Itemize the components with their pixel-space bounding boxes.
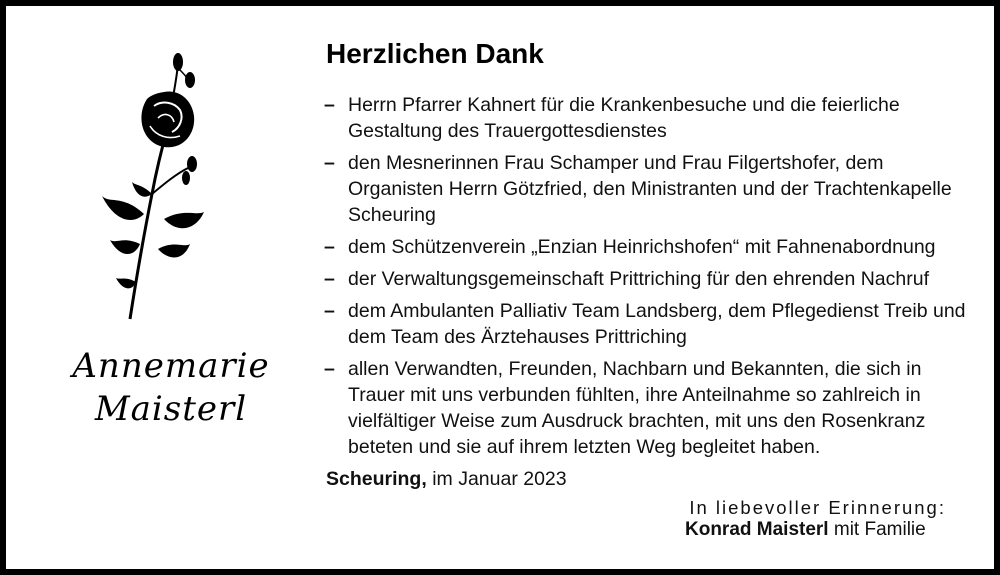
- place-date-line: [326, 468, 567, 491]
- page-title: Herzlichen Dank: [326, 38, 544, 69]
- list-item-text: den Mesnerinnen Frau Schamper und Frau Filgertshofer, dem Organisten Herrn Götzfried, den Ministranten und der Trachtenkapelle Scheuring: [348, 152, 952, 226]
- signer-suffix: mit Familie: [828, 519, 926, 540]
- memory-line: In liebevoller Erinnerung:: [689, 497, 946, 518]
- dash-marker: –: [324, 236, 335, 258]
- list-item-text: dem Ambulanten Palliativ Team Landsberg, dem Pflegedienst Treib und dem Team des Ärztehauses Prittriching: [348, 300, 966, 348]
- list-item: [324, 298, 974, 350]
- list-item-text: der Verwaltungsgemeinschaft Prittriching für den ehrenden Nachruf: [348, 268, 929, 290]
- dash-marker: –: [324, 300, 335, 322]
- list-item: [324, 356, 974, 460]
- list-item: [324, 150, 974, 228]
- list-item-text: Herrn Pfarrer Kahnert für die Krankenbesuche und die feierliche Gestaltung des Trauergottesdienstes: [348, 94, 900, 142]
- list-item: [324, 92, 974, 144]
- dash-marker: –: [324, 358, 335, 380]
- list-item-text: allen Verwandten, Freunden, Nachbarn und Bekannten, die sich in Trauer mit uns verbunden fühlten, ihre Anteilnahme so zahlreich in vielfältiger Weise zum Ausdruck brachten, mit uns den Rosenkranz beteten und sie auf ihrem letzten Weg begleitet haben.: [348, 358, 926, 458]
- rose-icon: [92, 44, 212, 324]
- date-text: im Januar 2023: [426, 468, 567, 490]
- dash-marker: –: [324, 94, 335, 116]
- signer-name: Konrad Maisterl: [685, 519, 829, 540]
- list-item-text: dem Schützenverein „Enzian Heinrichshofen“ mit Fahnenabordnung: [348, 236, 936, 258]
- list-item: [324, 266, 974, 292]
- dash-marker: –: [324, 152, 335, 174]
- list-item: [324, 234, 974, 260]
- deceased-first-name: Annemarie: [72, 346, 270, 386]
- dash-marker: –: [324, 268, 335, 290]
- signer-line: [685, 519, 926, 541]
- thanks-list: [324, 92, 974, 466]
- place-name: Scheuring,: [326, 468, 427, 490]
- deceased-last-name: Maisterl: [94, 389, 248, 429]
